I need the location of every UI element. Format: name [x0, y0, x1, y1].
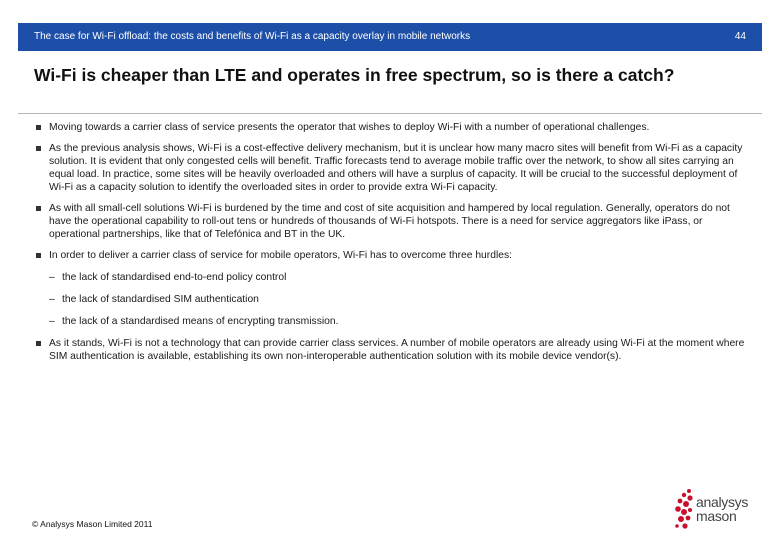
sub-list-item	[36, 271, 748, 284]
logo-dots-icon	[672, 488, 694, 532]
sub-list-text: the lack of standardised SIM authentication	[62, 294, 259, 305]
bullet-marker	[36, 146, 41, 151]
page-number: 44	[734, 31, 746, 42]
bullet-text: As with all small-cell solutions Wi-Fi is burdened by the time and cost of site acquisition and hampered by local regulation. Generally, operators do not have the operational capability to roll-out tens or hundreds of thousands of Wi-Fi hotspots. There is a need for service aggregators like iPass, or operational partnerships, like that of Telefónica and BT in the UK.	[49, 203, 730, 240]
sub-list-text: the lack of standardised end-to-end policy control	[62, 272, 287, 283]
bullet-text: Moving towards a carrier class of service presents the operator that wishes to deploy Wi-Fi with a number of operational challenges.	[49, 122, 650, 133]
slide-title: Wi-Fi is cheaper than LTE and operates in free spectrum, so is there a catch?	[34, 65, 675, 85]
dash-marker: –	[49, 294, 55, 305]
logo-wordmark	[696, 495, 748, 523]
bullet-marker	[36, 253, 41, 258]
header-bar	[18, 23, 762, 51]
sub-list-text: the lack of a standardised means of encrypting transmission.	[62, 316, 339, 327]
logo-line-2: mason	[696, 508, 737, 524]
bullet-item	[36, 202, 748, 241]
bullet-marker	[36, 125, 41, 130]
bullet-text: As it stands, Wi-Fi is not a technology that can provide carrier class services. A number of mobile operators are already using Wi-Fi at the moment where SIM authentication is available, establishing its own non-interoperable authentication solution with its mobile device vendor(s).	[49, 338, 745, 362]
dash-marker: –	[49, 316, 55, 327]
document-title: The case for Wi-Fi offload: the costs and benefits of Wi-Fi as a capacity overlay in mobile networks	[34, 31, 471, 42]
bullet-text: In order to deliver a carrier class of service for mobile operators, Wi-Fi has to overcome three hurdles:	[49, 250, 512, 261]
bullet-text: As the previous analysis shows, Wi-Fi is a cost-effective delivery mechanism, but it is unclear how many macro sites will benefit from Wi-Fi as a capacity solution. It is evident that only congested cells will benefit. Traffic forecasts tend to average mobile traffic over the network, to show all sites carrying an equal load. In practice, some sites will be heavily overloaded and others will have a surplus of capacity. It will be crucial to the successful deployment of Wi-Fi as a capacity solution to identify the overloaded sites in order to provide extra Wi-Fi capacity.	[49, 143, 743, 193]
logo-line-1: analysys	[696, 494, 749, 510]
bullet-marker	[36, 206, 41, 211]
sub-list-item	[36, 315, 748, 328]
title-divider	[18, 113, 762, 114]
bullet-item	[36, 337, 748, 363]
bullet-marker	[36, 341, 41, 346]
dash-marker: –	[49, 272, 55, 283]
bullet-item	[36, 249, 748, 262]
bullet-item	[36, 142, 748, 194]
sub-list-item	[36, 293, 748, 306]
slide-body	[36, 121, 748, 371]
analysys-mason-logo	[672, 488, 762, 532]
bullet-item	[36, 121, 748, 134]
copyright-footer: © Analysys Mason Limited 2011	[32, 519, 153, 529]
